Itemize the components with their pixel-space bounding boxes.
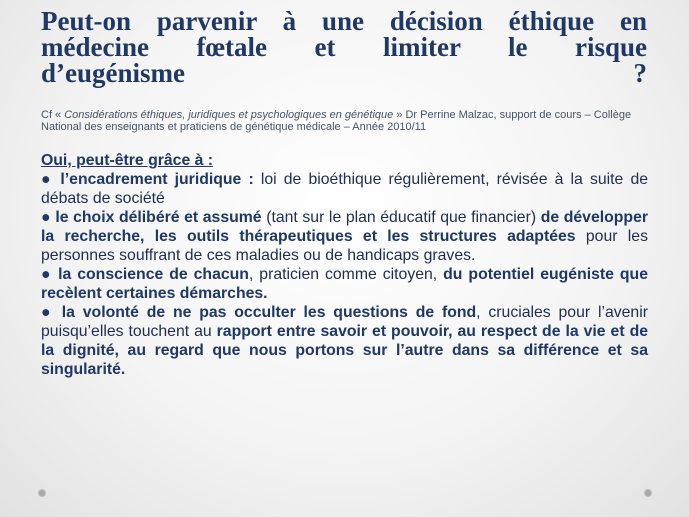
citation-prefix: Cf « (41, 109, 65, 121)
paragraph-fundamental-questions (41, 303, 648, 379)
citation-source: » Dr Perrine Malzac, support de cours – Collège National des enseignants et praticiens de génétique médicale – Année 2010/11 (41, 109, 632, 133)
p4-text-1: , cruciales pour l’avenir puisqu’elles touchent au (41, 304, 648, 340)
bullet-icon: ● (41, 171, 54, 188)
p2-bold-2: de développer la recherche, les outils thérapeutiques et les structures adaptées (41, 209, 649, 245)
decorative-dot-right (644, 489, 652, 497)
p1-text: loi de bioéthique régulièrement, révisée à la suite de débats de société (41, 171, 649, 207)
slide-body (41, 151, 648, 379)
p4-bold-2: rapport entre savoir et pouvoir, au respect de la vie et de la dignité, au regard que nous portons sur l’autre dans sa différence et sa singularité. (41, 323, 649, 378)
bullet-icon: ● (41, 304, 54, 321)
p2-text-2: pour les personnes souffrant de ces maladies ou de handicaps graves. (41, 228, 648, 264)
p3-bold-2: du potentiel eugéniste que recèlent certaines démarches. (41, 266, 648, 302)
citation (41, 109, 649, 133)
p1-bold: l’encadrement juridique : (53, 171, 261, 188)
title-question-mark: ? (633, 58, 647, 88)
intro-heading: Oui, peut-être grâce à : (41, 152, 214, 169)
p3-bold-1: la conscience de chacun (52, 266, 249, 283)
decorative-dot-left (38, 489, 46, 497)
paragraph-awareness (41, 265, 648, 303)
title-line-2: médecine fœtale et limiter le risque (41, 32, 647, 62)
p3-text-1: , praticien comme citoyen, (248, 266, 444, 283)
bullet-icon: ● (41, 209, 51, 226)
title-line-3 (41, 60, 647, 86)
slide-title (41, 8, 647, 86)
title-line-3-text: d’eugénisme (41, 58, 185, 88)
title-line-1: Peut-on parvenir à une décision éthique en (41, 6, 647, 36)
p2-bold-1: le choix délibéré et assumé (50, 209, 262, 226)
paragraph-deliberate-choice (41, 208, 648, 265)
bullet-icon: ● (41, 266, 53, 283)
p2-text-1: (tant sur le plan éducatif que financier) (261, 209, 541, 226)
p4-bold-1: la volonté de ne pas occulter les questions de fond (53, 304, 477, 321)
paragraph-legal-framework (41, 170, 648, 208)
citation-title: Considérations éthiques, juridiques et psychologiques en génétique (64, 109, 394, 121)
